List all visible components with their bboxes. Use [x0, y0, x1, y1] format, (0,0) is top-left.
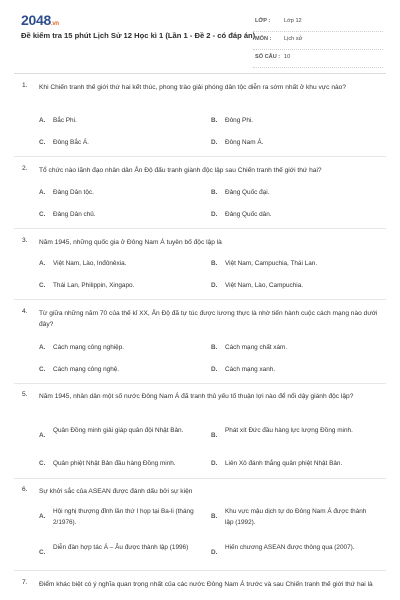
quiz-title: Đề kiểm tra 15 phút Lịch Sử 12 Học kì 1 (Lần 1 - Đề 2 - có đáp án) — [21, 31, 256, 40]
option-letter: C. — [39, 549, 46, 556]
option-text: Việt Nam, Campuchia, Thái Lan. — [225, 260, 318, 267]
option-letter: A. — [39, 260, 46, 267]
option-letter: A. — [39, 432, 46, 439]
site-logo[interactable] — [21, 12, 59, 28]
option-text: Hội nghị thượng đỉnh lần thứ I họp tại Ba-li (tháng 2/1976). — [53, 508, 194, 526]
option-letter: D. — [211, 460, 218, 467]
option-text: Việt Nam, Lào, Inđônêxia. — [53, 260, 127, 267]
option-letter: A. — [39, 513, 46, 520]
logo-suffix: .vn — [50, 21, 59, 27]
option-text: Hiến chương ASEAN được thông qua (2007). — [225, 544, 355, 551]
option-text: Đảng Dân chủ. — [53, 211, 96, 218]
meta-value: 10 — [284, 54, 291, 60]
option-text: Liên Xô đánh thắng quân phiệt Nhật Bản. — [225, 460, 343, 467]
option-text: Khu vực mậu dịch tự do Đông Nam Á được thành lập (1992). — [225, 508, 367, 526]
option-text: Đông Bắc Á. — [53, 139, 89, 146]
option-text: Đảng Quốc dân. — [225, 211, 272, 218]
question-number: 7. — [22, 579, 28, 586]
option-text: Cách mạng công nghệ. — [53, 366, 120, 373]
option-letter: B. — [211, 513, 218, 520]
question-divider — [14, 478, 386, 479]
option-text: Đảng Quốc đại. — [225, 189, 270, 196]
question-number: 5. — [22, 391, 28, 398]
option-letter: D. — [211, 282, 218, 289]
logo-main: 2048 — [21, 12, 51, 28]
meta-value: Lớp 12 — [284, 18, 302, 24]
option-text: Bắc Phi. — [53, 117, 77, 124]
option-text: Đông Nam Á. — [225, 139, 264, 146]
option-text: Quân Đồng minh giải giáp quân đội Nhật Bản. — [53, 427, 184, 434]
option-text: Thái Lan, Philippin, Xingapo. — [53, 282, 135, 289]
option-text: Việt Nam, Lào, Campuchia. — [225, 282, 304, 289]
option-text: Cách mạng xanh. — [225, 366, 276, 373]
question-number: 2. — [22, 165, 28, 172]
option-letter: B. — [211, 432, 218, 439]
option-letter: A. — [39, 344, 46, 351]
header-divider — [14, 73, 386, 74]
option-letter: B. — [211, 260, 218, 267]
question-divider — [14, 570, 386, 571]
question-divider — [14, 156, 386, 157]
question-number: 4. — [22, 308, 28, 315]
question-text: Tổ chức nào lãnh đạo nhân dân Ấn Độ đấu tranh giành độc lập sau Chiến tranh thế giới thứ hai? — [39, 167, 322, 174]
question-divider — [14, 228, 386, 229]
option-text: Cách mạng công nghiệp. — [53, 344, 125, 351]
meta-key: SỐ CÂU : — [255, 54, 281, 60]
option-text: Đảng Dân tộc. — [53, 189, 94, 196]
option-letter: D. — [211, 139, 218, 146]
option-letter: C. — [39, 366, 46, 373]
meta-subject — [253, 32, 383, 50]
meta-key: LỚP : — [255, 18, 271, 24]
option-letter: D. — [211, 549, 218, 556]
option-letter: D. — [211, 366, 218, 373]
option-letter: B. — [211, 189, 218, 196]
option-letter: A. — [39, 117, 46, 124]
question-text: Khi Chiến tranh thế giới thứ hai kết thúc, phong trào giải phóng dân tộc diễn ra sớm nhất ở khu vực nào? — [39, 84, 346, 91]
question-text: Năm 1945, nhân dân một số nước Đông Nam Á đã tranh thủ yếu tố thuận lợi nào để nổi dậy giành độc lập? — [39, 393, 354, 400]
option-letter: A. — [39, 189, 46, 196]
option-text: Cách mạng chất xám. — [225, 344, 288, 351]
option-letter: C. — [39, 211, 46, 218]
meta-value: Lịch sử — [284, 36, 303, 42]
question-text: Từ giữa những năm 70 của thế kỉ XX, Ấn Độ đã tự túc được lương thực là nhờ tiến hành cuộc cách mạng nào dưới đây? — [39, 310, 378, 328]
question-text: Điểm khác biệt có ý nghĩa quan trọng nhất của các nước Đông Nam Á trước và sau Chiến tranh thế giới thứ hai là — [39, 581, 373, 588]
page-header — [0, 0, 400, 64]
option-text: Quân phiệt Nhật Bản đầu hàng Đồng minh. — [53, 460, 176, 467]
question-divider — [14, 299, 386, 300]
option-text: Diễn đàn hợp tác Á – Âu được thành lập (1996) — [53, 544, 189, 551]
question-text: Sự khởi sắc của ASEAN được đánh dấu bởi sự kiện — [39, 488, 193, 495]
question-divider — [14, 383, 386, 384]
quiz-meta — [253, 14, 383, 68]
option-letter: B. — [211, 117, 218, 124]
option-letter: C. — [39, 460, 46, 467]
option-letter: D. — [211, 211, 218, 218]
option-text: Đông Phi. — [225, 117, 254, 124]
meta-count — [253, 50, 383, 68]
question-text: Năm 1945, những quốc gia ở Đông Nam Á tuyên bố độc lập là — [39, 239, 222, 246]
meta-key: MÔN : — [255, 36, 272, 42]
meta-grade — [253, 14, 383, 32]
option-letter: C. — [39, 139, 46, 146]
option-text: Phát xít Đức đầu hàng lực lượng Đồng minh. — [225, 427, 353, 434]
option-letter: C. — [39, 282, 46, 289]
question-number: 6. — [22, 486, 28, 493]
question-number: 1. — [22, 82, 28, 89]
question-number: 3. — [22, 237, 28, 244]
option-letter: B. — [211, 344, 218, 351]
